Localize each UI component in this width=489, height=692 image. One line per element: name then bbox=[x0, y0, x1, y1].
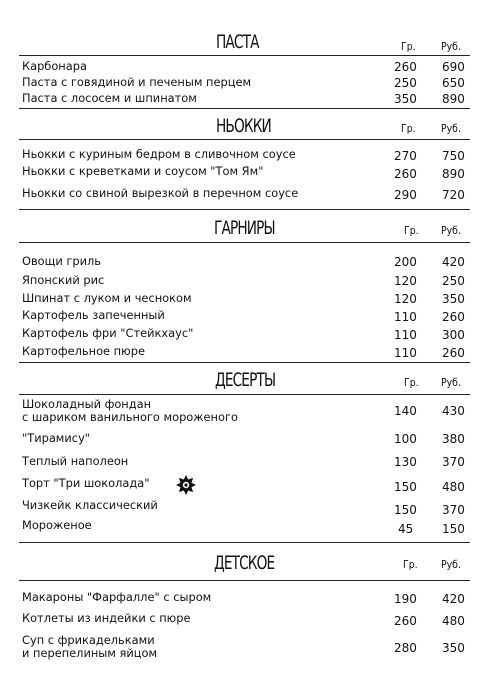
menu-item-price: 380 bbox=[442, 432, 465, 446]
menu-item-weight: 290 bbox=[394, 188, 417, 202]
section-title-kids: ДЕТСКОЕ bbox=[214, 552, 275, 574]
menu-item-name: Паста с говядиной и печеным перцем bbox=[22, 75, 252, 89]
menu-item-price: 150 bbox=[442, 522, 465, 536]
menu-item-name: Ньокки с куриным бедром в сливочном соусе bbox=[22, 147, 296, 161]
menu-item-price: 260 bbox=[442, 346, 465, 360]
section-divider bbox=[19, 209, 470, 210]
section-divider bbox=[19, 55, 470, 56]
menu-item-weight: 250 bbox=[394, 76, 417, 90]
menu-item-price: 480 bbox=[442, 614, 465, 628]
menu-item-name: Овощи гриль bbox=[22, 254, 102, 268]
menu-item-price: 690 bbox=[442, 60, 465, 74]
menu-item-weight: 280 bbox=[394, 641, 417, 655]
menu-item-price: 890 bbox=[442, 92, 465, 106]
column-header-price: Руб. bbox=[441, 376, 461, 389]
menu-item-name: Суп с фрикадельками bbox=[22, 633, 155, 647]
menu-item-name-continued: с шариком ванильного мороженого bbox=[22, 410, 238, 424]
menu-item-name: Картофель запеченный bbox=[22, 308, 165, 322]
column-header-price: Руб. bbox=[441, 40, 461, 53]
menu-item-name: Ньокки со свиной вырезкой в перечном соусе bbox=[22, 186, 299, 200]
menu-item-name: Мороженое bbox=[22, 518, 92, 532]
column-header-weight: Гр. bbox=[404, 224, 419, 237]
menu-item-name-continued: и перепелиным яйцом bbox=[22, 646, 158, 660]
menu-item-name: Карбонара bbox=[22, 59, 87, 73]
column-header-weight: Гр. bbox=[404, 376, 419, 389]
section-divider bbox=[19, 542, 470, 543]
menu-item-name: Картофель фри "Стейкхаус" bbox=[22, 326, 194, 340]
menu-item-name: Чизкейк классический bbox=[22, 498, 158, 512]
section-title-gnocchi: НЬОККИ bbox=[216, 115, 271, 137]
menu-item-weight: 130 bbox=[394, 455, 417, 469]
column-header-weight: Гр. bbox=[401, 122, 416, 135]
menu-item-price: 300 bbox=[442, 328, 465, 342]
column-header-price: Руб. bbox=[441, 224, 461, 237]
menu-item-name: Картофельное пюре bbox=[22, 344, 145, 358]
section-divider bbox=[19, 362, 470, 363]
menu-item-price: 370 bbox=[442, 503, 465, 517]
menu-item-name: Торт "Три шоколада" bbox=[22, 476, 150, 490]
menu-item-name: Шпинат с луком и чесноком bbox=[22, 291, 192, 305]
menu-item-name: Шоколадный фондан bbox=[22, 397, 152, 411]
section-divider bbox=[19, 580, 470, 581]
menu-item-weight: 45 bbox=[398, 522, 414, 536]
menu-item-name: "Тирамису" bbox=[22, 431, 91, 445]
menu-item-weight: 150 bbox=[394, 503, 417, 517]
new-star-badge-icon bbox=[176, 475, 196, 495]
menu-item-weight: 200 bbox=[394, 255, 417, 269]
menu-item-weight: 110 bbox=[394, 310, 417, 324]
menu-item-name: Ньокки с креветками и соусом "Том Ям" bbox=[22, 164, 264, 178]
section-divider bbox=[19, 394, 470, 395]
menu-item-price: 430 bbox=[442, 404, 465, 418]
menu-item-name: Теплый наполеон bbox=[22, 454, 129, 468]
section-title-sides: ГАРНИРЫ bbox=[214, 217, 275, 239]
menu-item-price: 720 bbox=[442, 188, 465, 202]
menu-item-price: 260 bbox=[442, 310, 465, 324]
menu-item-name: Котлеты из индейки с пюре bbox=[22, 611, 191, 625]
menu-item-name: Макароны "Фарфалле" с сыром bbox=[22, 590, 212, 604]
menu-item-weight: 140 bbox=[394, 404, 417, 418]
menu-item-weight: 120 bbox=[394, 274, 417, 288]
section-divider bbox=[19, 139, 470, 140]
menu-item-price: 420 bbox=[442, 255, 465, 269]
section-title-pasta: ПАСТА bbox=[216, 31, 259, 53]
menu-item-weight: 350 bbox=[394, 92, 417, 106]
column-header-weight: Гр. bbox=[401, 40, 416, 53]
section-title-desserts: ДЕСЕРТЫ bbox=[215, 369, 276, 391]
menu-item-weight: 100 bbox=[394, 432, 417, 446]
menu-item-weight: 190 bbox=[394, 592, 417, 606]
menu-item-weight: 260 bbox=[394, 614, 417, 628]
menu-item-weight: 270 bbox=[394, 149, 417, 163]
menu-item-price: 350 bbox=[442, 292, 465, 306]
star-center-dot bbox=[184, 483, 187, 486]
section-divider bbox=[19, 108, 470, 109]
menu-item-weight: 260 bbox=[394, 60, 417, 74]
menu-item-price: 890 bbox=[442, 167, 465, 181]
section-divider bbox=[19, 242, 470, 243]
menu-item-weight: 120 bbox=[394, 292, 417, 306]
menu-item-price: 750 bbox=[442, 149, 465, 163]
menu-item-price: 650 bbox=[442, 76, 465, 90]
menu-item-weight: 150 bbox=[394, 480, 417, 494]
menu-item-weight: 260 bbox=[394, 167, 417, 181]
column-header-price: Руб. bbox=[441, 558, 461, 571]
column-header-weight: Гр. bbox=[403, 558, 418, 571]
column-header-price: Руб. bbox=[441, 122, 461, 135]
menu-item-price: 370 bbox=[442, 455, 465, 469]
menu-item-price: 480 bbox=[442, 480, 465, 494]
menu-item-price: 250 bbox=[442, 274, 465, 288]
menu-item-price: 350 bbox=[442, 641, 465, 655]
menu-item-weight: 110 bbox=[394, 328, 417, 342]
menu-item-name: Японский рис bbox=[22, 273, 105, 287]
menu-item-name: Паста с лососем и шпинатом bbox=[22, 91, 197, 105]
menu-item-price: 420 bbox=[442, 592, 465, 606]
menu-item-weight: 110 bbox=[394, 346, 417, 360]
